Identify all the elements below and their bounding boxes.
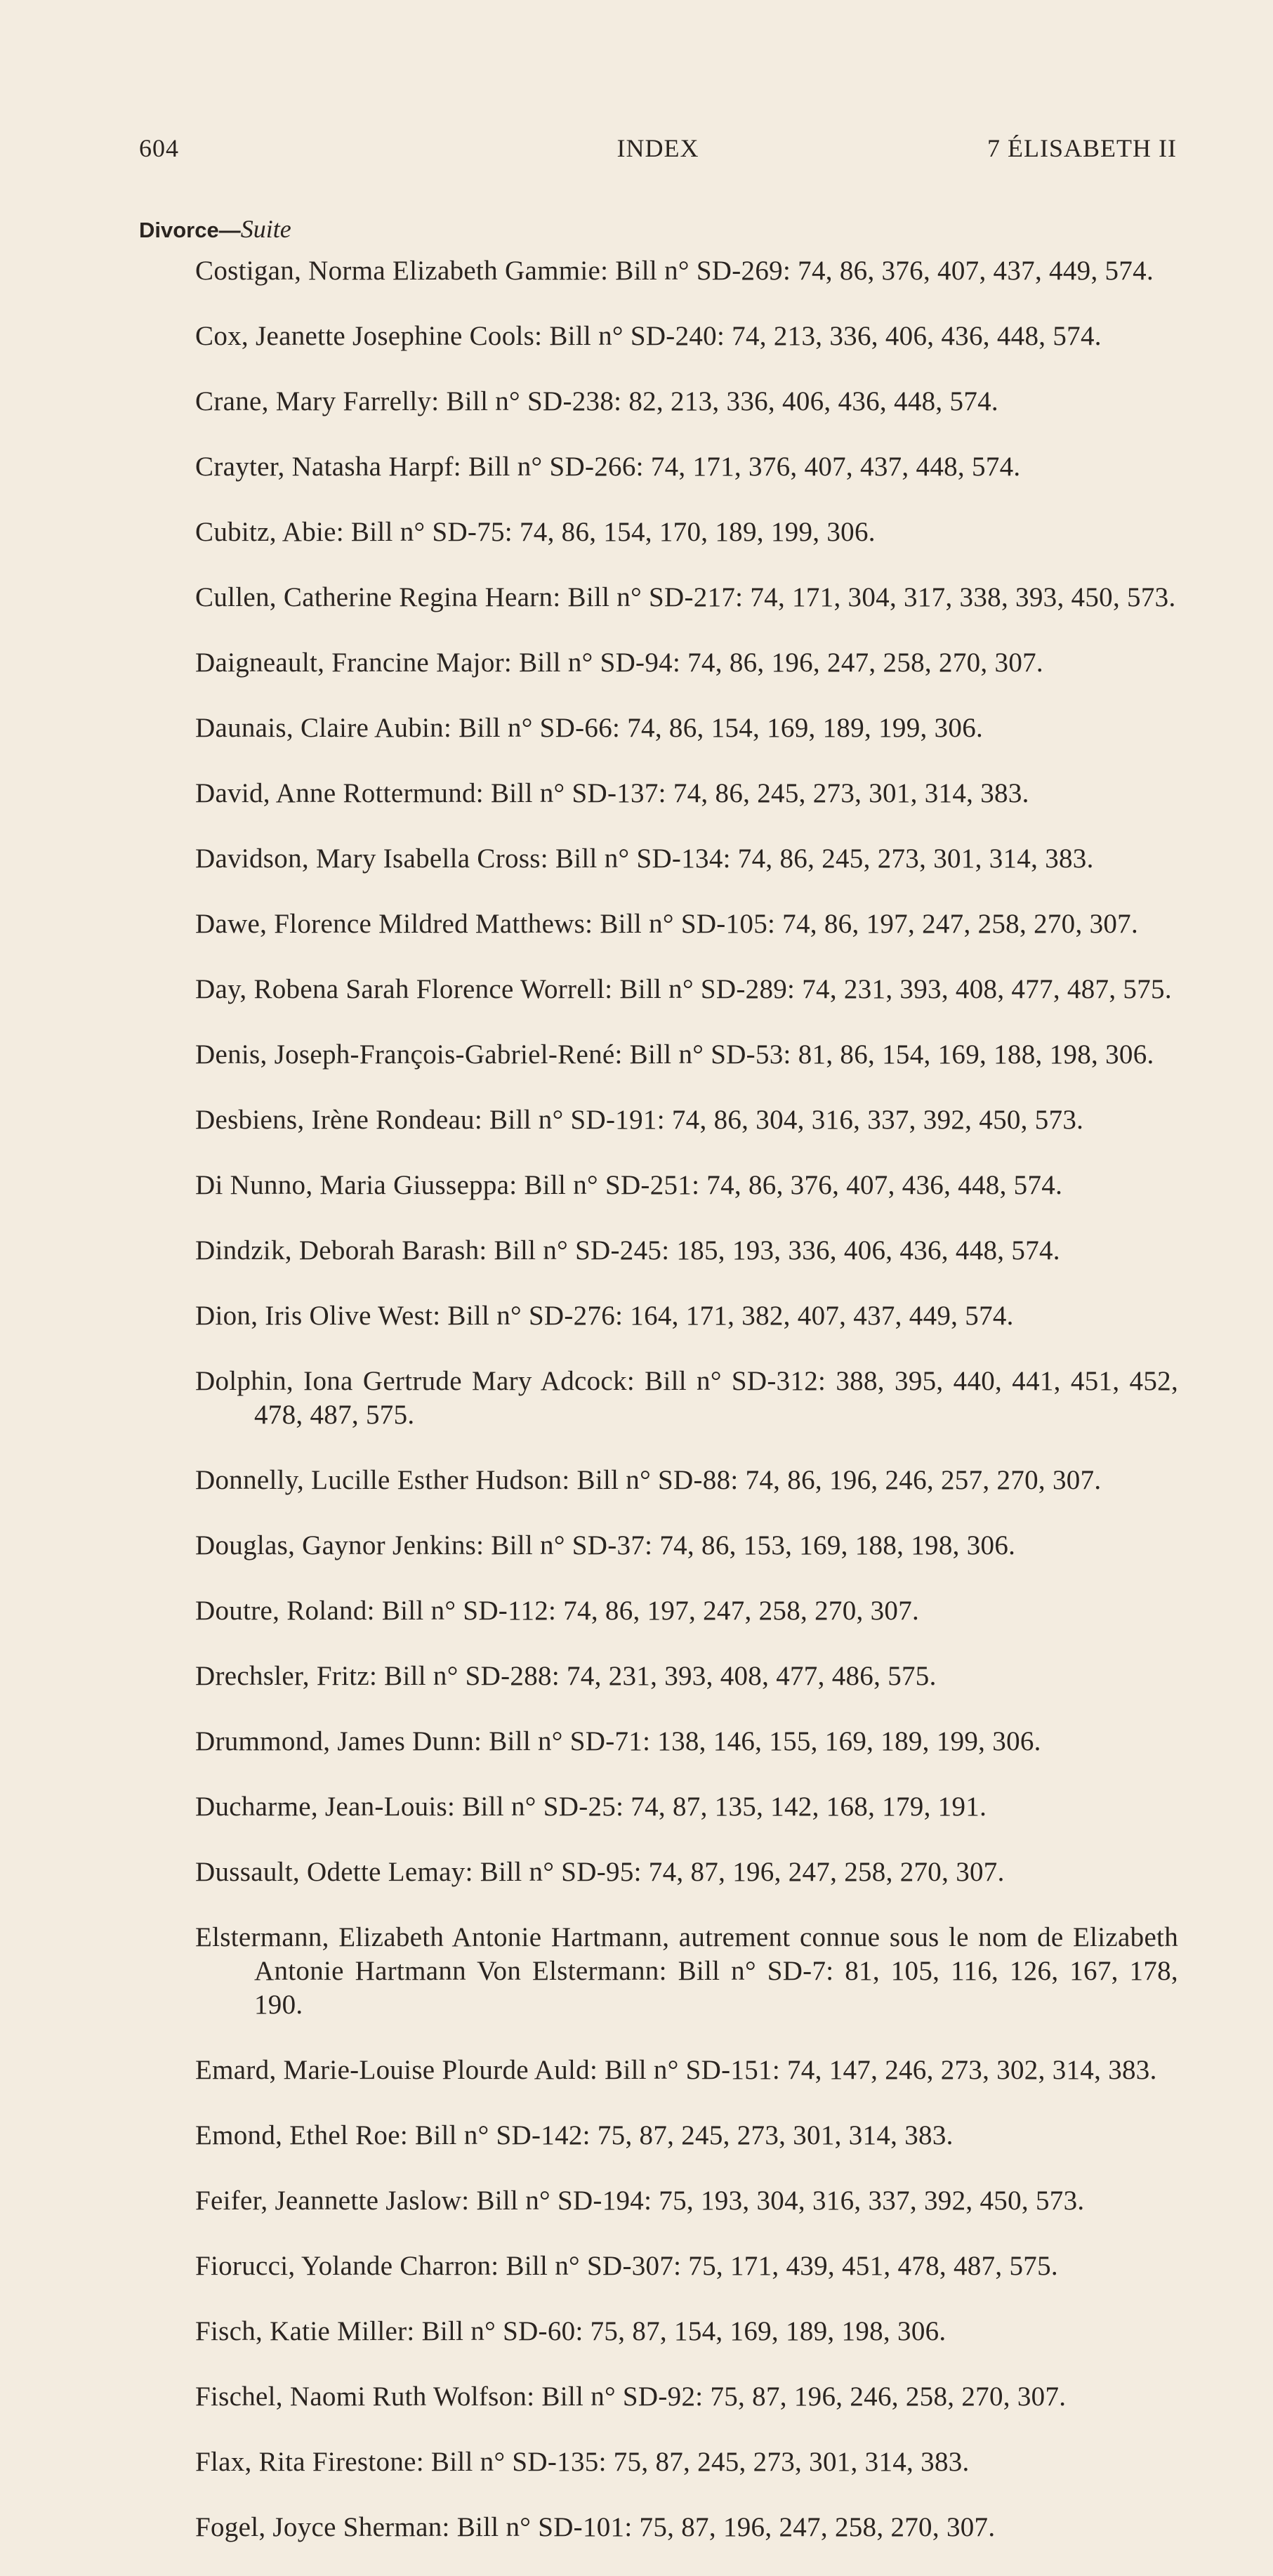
section-title: Divorce— (139, 218, 241, 242)
index-entry: Di Nunno, Maria Giusseppa: Bill n° SD-251: 74, 86, 376, 407, 436, 448, 574. (195, 1170, 1063, 1200)
index-entry: Dawe, Florence Mildred Matthews: Bill n° SD-105: 74, 86, 197, 247, 258, 270, 307. (195, 909, 1139, 939)
index-entry: Dindzik, Deborah Barash: Bill n° SD-245: 185, 193, 336, 406, 436, 448, 574. (195, 1235, 1060, 1266)
index-entry: Day, Robena Sarah Florence Worrell: Bill n° SD-289: 74, 231, 393, 408, 477, 487, 575. (195, 974, 1172, 1004)
index-entry: Douglas, Gaynor Jenkins: Bill n° SD-37: 74, 86, 153, 169, 188, 198, 306. (195, 1530, 1016, 1560)
index-entry: Daunais, Claire Aubin: Bill n° SD-66: 74, 86, 154, 169, 189, 199, 306. (195, 713, 984, 743)
index-entry: Dolphin, Iona Gertrude Mary Adcock: Bill n° SD-312: 388, 395, 440, 441, 451, 452, 478, 487, 575. (195, 1366, 1178, 1430)
index-entry: Emard, Marie-Louise Plourde Auld: Bill n° SD-151: 74, 147, 246, 273, 302, 314, 383. (195, 2055, 1157, 2085)
index-entry: Flax, Rita Firestone: Bill n° SD-135: 75, 87, 245, 273, 301, 314, 383. (195, 2447, 970, 2477)
index-entry: Denis, Joseph-François-Gabriel-René: Bill n° SD-53: 81, 86, 154, 169, 188, 198, 306. (195, 1039, 1154, 1070)
index-entry: Drummond, James Dunn: Bill n° SD-71: 138, 146, 155, 169, 189, 199, 306. (195, 1726, 1041, 1756)
index-entry: Emond, Ethel Roe: Bill n° SD-142: 75, 87, 245, 273, 301, 314, 383. (195, 2120, 954, 2150)
index-entries (195, 254, 1178, 2576)
page-title: INDEX (616, 134, 699, 162)
index-entry: Fogel, Joyce Sherman: Bill n° SD-101: 75, 87, 196, 247, 258, 270, 307. (195, 2512, 996, 2542)
index-entry: Crayter, Natasha Harpf: Bill n° SD-266: 74, 171, 376, 407, 437, 448, 574. (195, 452, 1021, 482)
index-entry: Cubitz, Abie: Bill n° SD-75: 74, 86, 154, 170, 189, 199, 306. (195, 517, 876, 547)
index-entry: Daigneault, Francine Major: Bill n° SD-94: 74, 86, 196, 247, 258, 270, 307. (195, 648, 1043, 678)
section-heading (139, 214, 291, 244)
index-entry: David, Anne Rottermund: Bill n° SD-137: 74, 86, 245, 273, 301, 314, 383. (195, 778, 1029, 808)
index-entry: Fisch, Katie Miller: Bill n° SD-60: 75, 87, 154, 169, 189, 198, 306. (195, 2316, 946, 2346)
index-entry: Fiorucci, Yolande Charron: Bill n° SD-307: 75, 171, 439, 451, 478, 487, 575. (195, 2251, 1058, 2281)
index-entry: Davidson, Mary Isabella Cross: Bill n° SD-134: 74, 86, 245, 273, 301, 314, 383. (195, 843, 1094, 874)
index-entry: Doutre, Roland: Bill n° SD-112: 74, 86, 197, 247, 258, 270, 307. (195, 1596, 920, 1626)
page-header (139, 133, 1177, 176)
index-entry: Dion, Iris Olive West: Bill n° SD-276: 164, 171, 382, 407, 437, 449, 574. (195, 1301, 1014, 1331)
index-entry: Desbiens, Irène Rondeau: Bill n° SD-191: 74, 86, 304, 316, 337, 392, 450, 573. (195, 1105, 1084, 1135)
index-entry: Elstermann, Elizabeth Antonie Hartmann, autrement connue sous le nom de Elizabeth Antonie Hartmann Von Elstermann: Bill n° SD-7: 81, 105, 116, 126, 167, 178, 190. (195, 1922, 1178, 2020)
section-suffix: Suite (240, 215, 291, 243)
index-entry: Costigan, Norma Elizabeth Gammie: Bill n° SD-269: 74, 86, 376, 407, 437, 449, 574. (195, 256, 1154, 286)
index-entry: Ducharme, Jean-Louis: Bill n° SD-25: 74, 87, 135, 142, 168, 179, 191. (195, 1792, 987, 1822)
page-number: 604 (139, 134, 179, 162)
index-entry: Crane, Mary Farrelly: Bill n° SD-238: 82, 213, 336, 406, 436, 448, 574. (195, 386, 998, 416)
index-entry: Cullen, Catherine Regina Hearn: Bill n° SD-217: 74, 171, 304, 317, 338, 393, 450, 573. (195, 582, 1176, 612)
index-entry: Donnelly, Lucille Esther Hudson: Bill n° SD-88: 74, 86, 196, 246, 257, 270, 307. (195, 1465, 1102, 1495)
index-entry: Dussault, Odette Lemay: Bill n° SD-95: 74, 87, 196, 247, 258, 270, 307. (195, 1857, 1005, 1887)
index-entry: Feifer, Jeannette Jaslow: Bill n° SD-194: 75, 193, 304, 316, 337, 392, 450, 573. (195, 2186, 1085, 2216)
index-entry: Fischel, Naomi Ruth Wolfson: Bill n° SD-92: 75, 87, 196, 246, 258, 270, 307. (195, 2381, 1067, 2412)
index-entry: Drechsler, Fritz: Bill n° SD-288: 74, 231, 393, 408, 477, 486, 575. (195, 1661, 937, 1691)
reign-label: 7 ÉLISABETH II (987, 134, 1177, 162)
index-entry: Cox, Jeanette Josephine Cools: Bill n° SD-240: 74, 213, 336, 406, 436, 448, 574. (195, 321, 1102, 351)
